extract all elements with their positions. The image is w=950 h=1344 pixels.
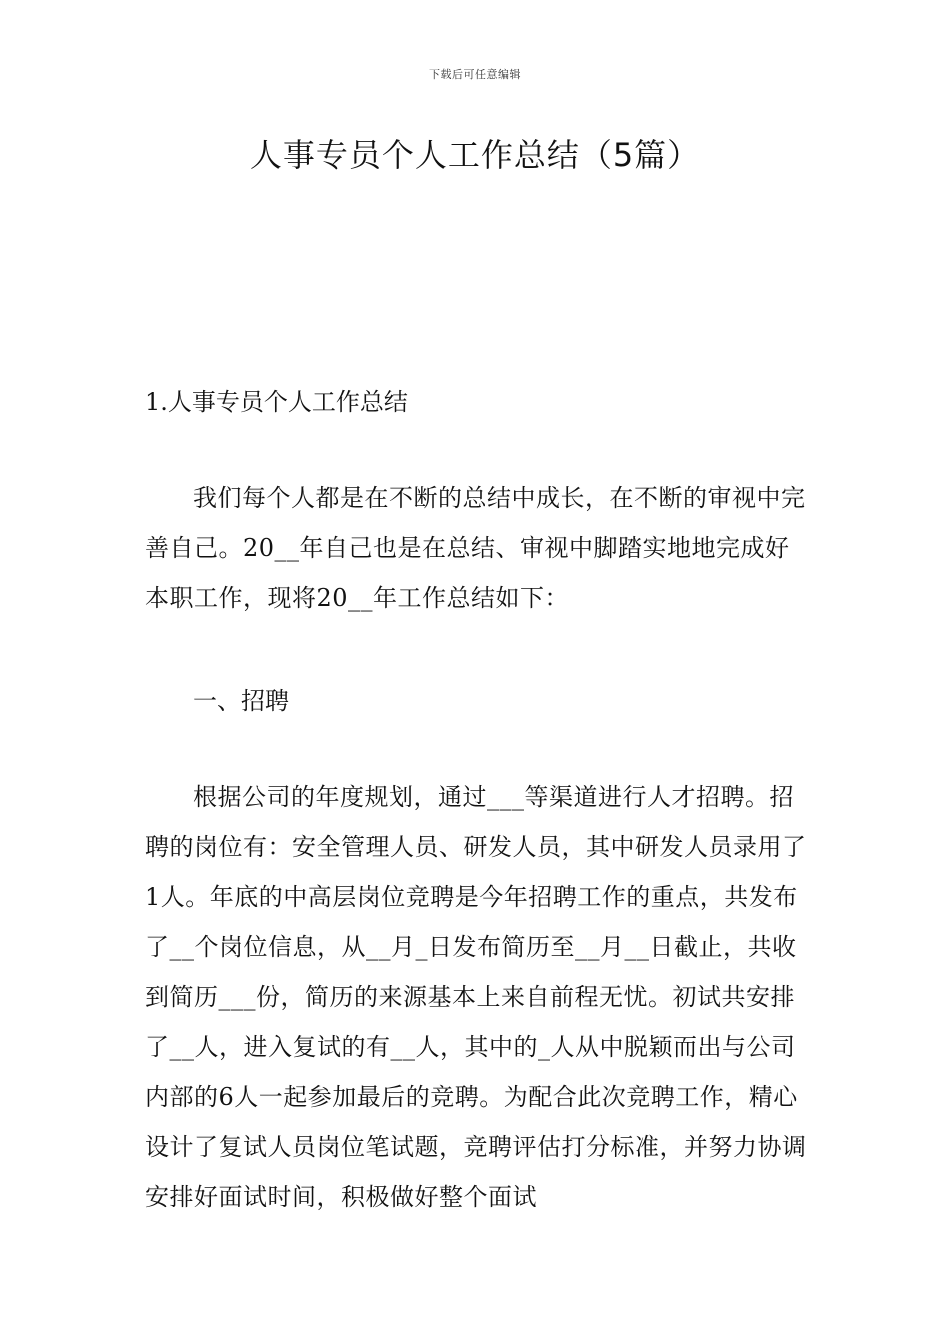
intro-paragraph: 我们每个人都是在不断的总结中成长，在不断的审视中完善自己。20__年自己也是在总结、审视中脚踏实地地完成好本职工作，现将20__年工作总结如下： bbox=[145, 484, 806, 612]
section-heading: 1.人事专员个人工作总结 bbox=[145, 388, 408, 416]
recruitment-paragraph: 根据公司的年度规划，通过___等渠道进行人才招聘。招聘的岗位有：安全管理人员、研发人员，其中研发人员录用了1人。年底的中高层岗位竞聘是今年招聘工作的重点，共发布了__个岗位信息，从__月_日发布简历至__月__日截止，共收到简历___份，简历的来源基本上来自前程无忧。初试共安排了__人，进入复试的有__人，其中的_人从中脱颖而出与公司内部的6人一起参加最后的竞聘。为配合此次竞聘工作，精心设计了复试人员岗位笔试题，竞聘评估打分标准，并努力协调安排好面试时间，积极做好整个面试 bbox=[145, 783, 807, 1211]
sub-heading-recruitment: 一、招聘 bbox=[193, 687, 289, 715]
header-note: 下载后可任意编辑 bbox=[429, 68, 521, 81]
document-title: 人事专员个人工作总结（5篇） bbox=[249, 136, 701, 174]
